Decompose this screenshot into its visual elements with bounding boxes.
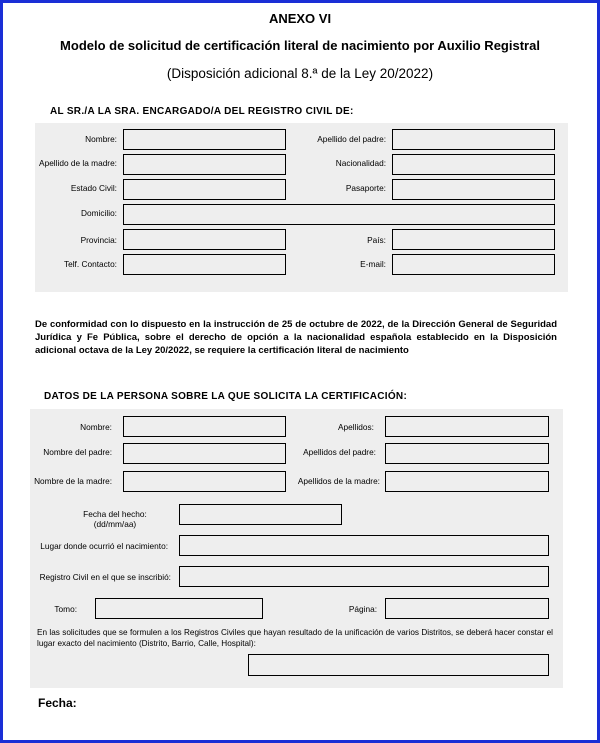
estado-civil-label: Estado Civil:	[70, 183, 117, 193]
registro-civil-field[interactable]	[179, 566, 549, 587]
domicilio-label: Domicilio:	[81, 208, 117, 218]
pasaporte-label: Pasaporte:	[345, 183, 386, 193]
nombre-field[interactable]	[123, 129, 286, 150]
fecha-hecho-field[interactable]	[179, 504, 342, 525]
telefono-field[interactable]	[123, 254, 286, 275]
provincia-label: Provincia:	[80, 235, 117, 245]
provincia-field[interactable]	[123, 229, 286, 250]
fecha-hecho-label: Fecha del hecho:	[83, 509, 147, 519]
tomo-field[interactable]	[95, 598, 263, 619]
subject-apellidos-label: Apellidos:	[338, 422, 374, 432]
pagina-field[interactable]	[385, 598, 549, 619]
lugar-exacto-field[interactable]	[248, 654, 549, 676]
apellidos-madre-field[interactable]	[385, 471, 549, 492]
email-label: E-mail:	[360, 259, 386, 269]
nombre-madre-label: Nombre de la madre:	[34, 476, 112, 486]
applicant-heading: AL SR./A LA SRA. ENCARGADO/A DEL REGISTRO CIVIL DE:	[50, 106, 354, 117]
nombre-label: Nombre:	[85, 134, 117, 144]
pasaporte-field[interactable]	[392, 179, 555, 200]
email-field[interactable]	[392, 254, 555, 275]
pagina-label: Página:	[348, 604, 377, 614]
apellido-padre-field[interactable]	[392, 129, 555, 150]
fecha-label: Fecha:	[38, 696, 77, 710]
apellido-madre-label: Apellido de la madre:	[39, 158, 117, 168]
nacionalidad-label: Nacionalidad:	[335, 158, 386, 168]
form-subtitle: (Disposición adicional 8.ª de la Ley 20/2022)	[166, 66, 434, 81]
nombre-padre-label: Nombre del padre:	[43, 447, 112, 457]
subject-apellidos-field[interactable]	[385, 416, 549, 437]
estado-civil-field[interactable]	[123, 179, 286, 200]
registro-civil-label: Registro Civil en el que se inscribió:	[39, 572, 171, 582]
telefono-label: Telf. Contacto:	[63, 259, 117, 269]
apellidos-padre-label: Apellidos del padre:	[303, 447, 376, 457]
apellido-padre-label: Apellido del padre:	[317, 134, 386, 144]
district-note: En las solicitudes que se formulen a los Registros Civiles que hayan resultado de la unificación de varios Distritos, se deberá hacer constar el lugar exacto del nacimiento (Distrito, Barrio, Calle, Hospital):	[37, 628, 553, 648]
legal-paragraph: De conformidad con lo dispuesto en la instrucción de 25 de octubre de 2022, de la Dirección General de Seguridad Jurídica y Fe Pública, sobre el derecho de opción a la nacionalidad española establecido en la Disposición adicional octava de la Ley 20/2022, se requiere la certificación literal de nacimiento	[35, 319, 557, 356]
subject-nombre-field[interactable]	[123, 416, 286, 437]
form-title: Modelo de solicitud de certificación literal de nacimiento por Auxilio Registral	[60, 38, 540, 53]
apellidos-padre-field[interactable]	[385, 443, 549, 464]
pais-field[interactable]	[392, 229, 555, 250]
apellido-madre-field[interactable]	[123, 154, 286, 175]
apellidos-madre-label: Apellidos de la madre:	[297, 476, 380, 486]
domicilio-field[interactable]	[123, 204, 555, 225]
tomo-label: Tomo:	[54, 604, 77, 614]
pais-label: País:	[367, 235, 386, 245]
lugar-nacimiento-label: Lugar donde ocurrió el nacimiento:	[40, 541, 168, 551]
lugar-nacimiento-field[interactable]	[179, 535, 549, 556]
nombre-padre-field[interactable]	[123, 443, 286, 464]
nombre-madre-field[interactable]	[123, 471, 286, 492]
subject-nombre-label: Nombre:	[80, 422, 112, 432]
nacionalidad-field[interactable]	[392, 154, 555, 175]
annex-title: ANEXO VI	[268, 11, 332, 26]
fecha-formato-label: (dd/mm/aa)	[93, 519, 137, 529]
subject-heading: DATOS DE LA PERSONA SOBRE LA QUE SOLICITA LA CERTIFICACIÓN:	[44, 391, 408, 402]
